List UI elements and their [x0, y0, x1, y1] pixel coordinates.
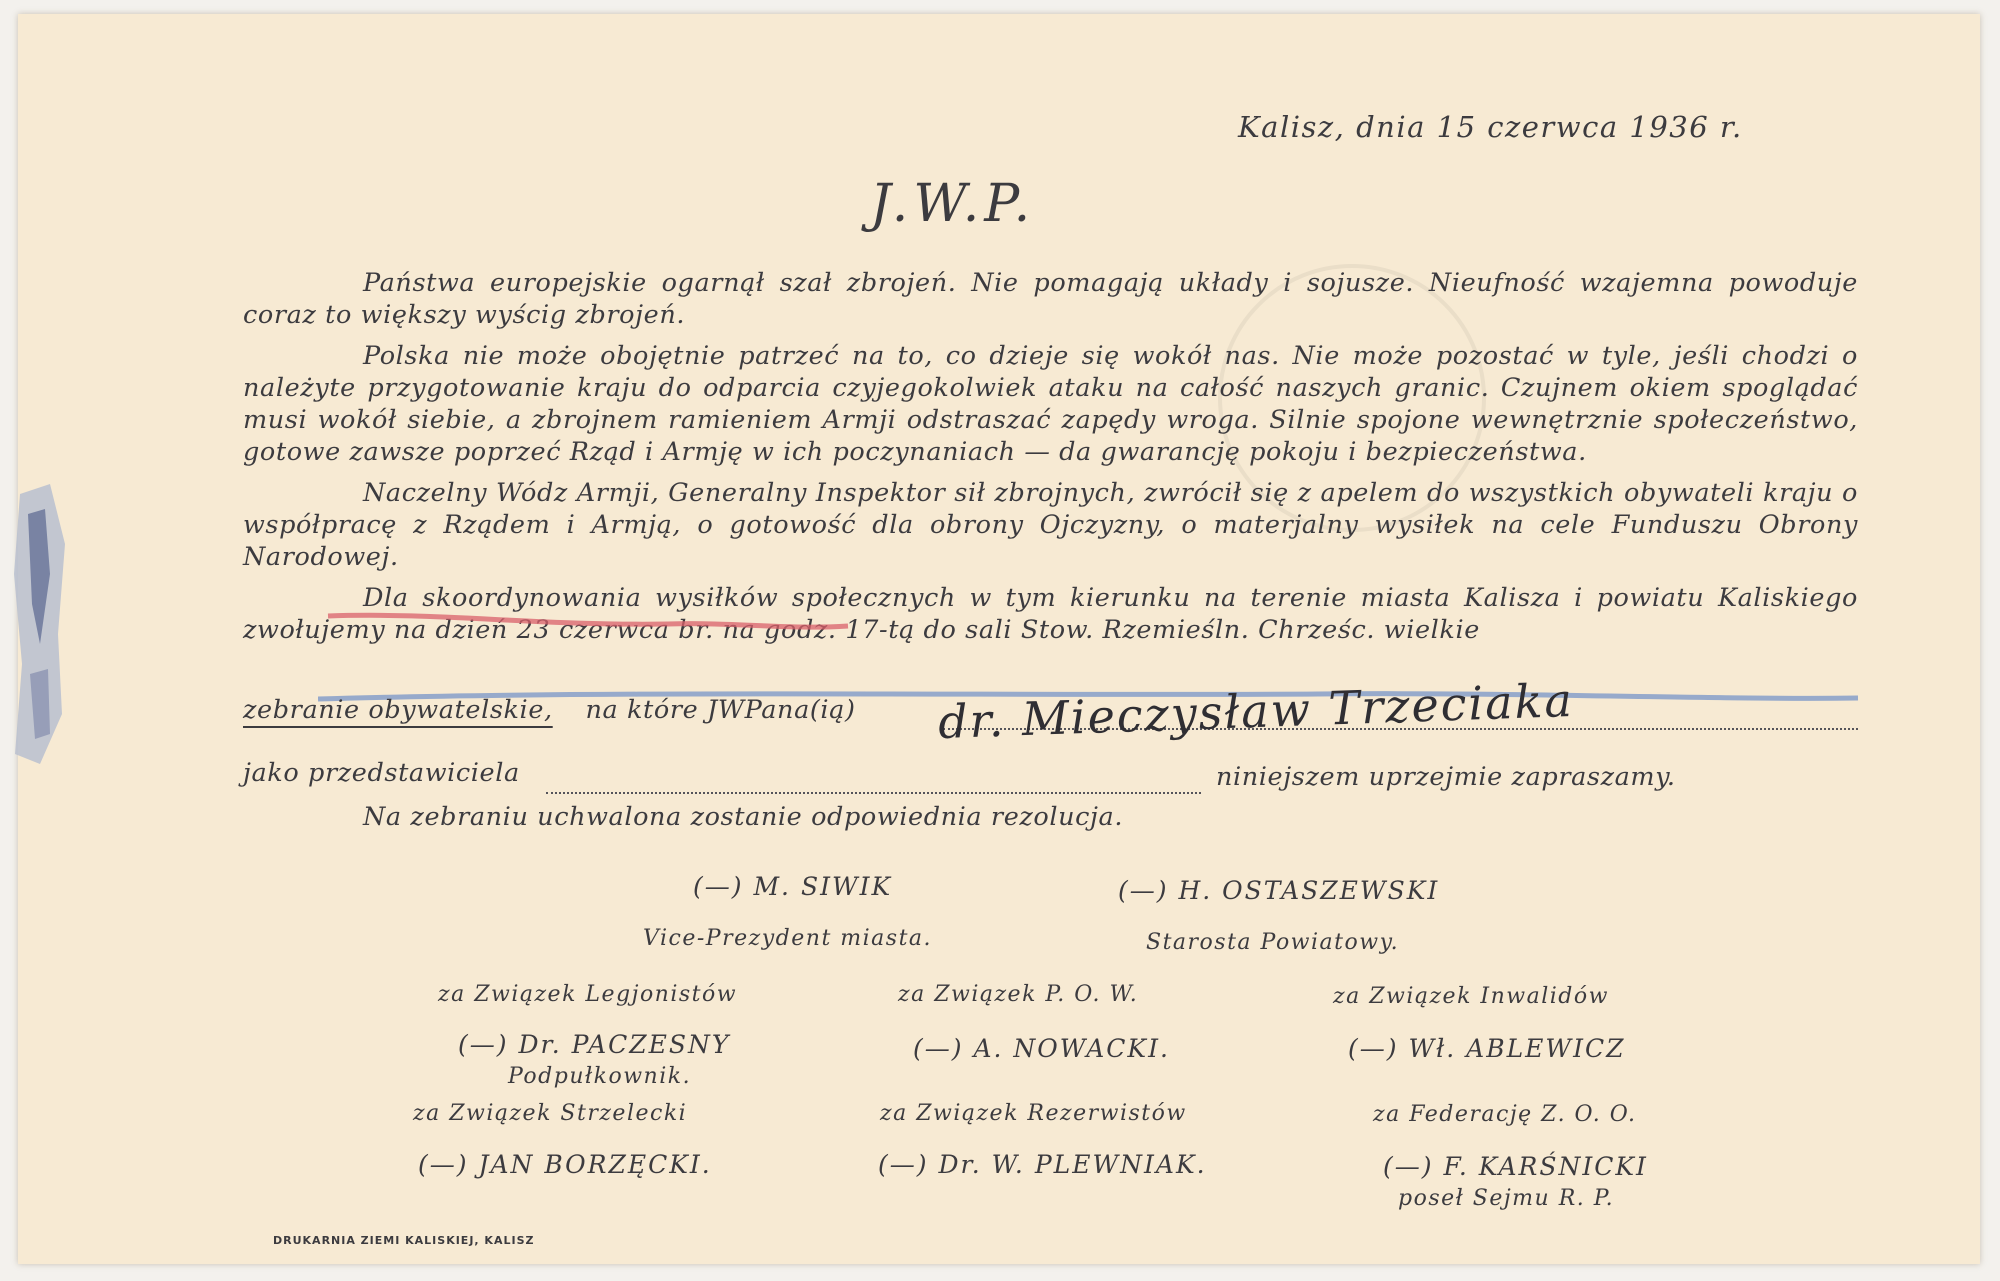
signatory-paczesny: (—) Dr. PACZESNY	[458, 1030, 731, 1059]
meeting-name-underlined: zebranie obywatelskie,	[243, 695, 553, 725]
torn-tape-fragment	[10, 484, 70, 764]
signatory-paczesny-title: Podpułkownik.	[508, 1064, 692, 1089]
signatory-nowacki: (—) A. NOWACKI.	[913, 1034, 1170, 1063]
letter-sheet	[18, 14, 1980, 1264]
handwritten-name: dr. Mieczysław Trzeciaka	[937, 672, 1575, 750]
signatory-plewniak: (—) Dr. W. PLEWNIAK.	[878, 1150, 1207, 1179]
signatory-siwik-title: Vice-Prezydent miasta.	[643, 926, 933, 951]
signatory-siwik: (—) M. SIWIK	[693, 872, 893, 901]
paragraph-commander-appeal: Naczelny Wódz Armji, Generalny Inspektor sił zbrojnych, zwrócił się z apelem do wszystkich obywateli kraju o współpracę z Rządem i Armją, o gotowość dla obrony Ojczyzny, o materjalny wysiłek na cele Funduszu Obrony Narodowej.	[243, 478, 1858, 572]
paragraph-meeting-call: Dla skoordynowania wysiłków społecznych w tym kierunku na terenie miasta Kalisza i powiatu Kaliskiego zwołujemy na dzień 23 czerwca br. na godz. 17-tą do sali Stow. Rzemieśln. Chrześc. wielkie	[243, 583, 1858, 645]
signatory-borzecki: (—) JAN BORZĘCKI.	[418, 1150, 712, 1179]
org-invalids: za Związek Inwalidów	[1333, 984, 1609, 1009]
resolution-line: Na zebraniu uchwalona zostanie odpowiednia rezolucja.	[363, 802, 1124, 832]
signatory-ostaszewski-title: Starosta Powiatowy.	[1146, 930, 1400, 955]
signatory-ablewicz: (—) Wł. ABLEWICZ	[1348, 1034, 1626, 1063]
invite-text: na które JWPana(ią)	[585, 695, 856, 725]
signatory-karsnicki: (—) F. KARŚNICKI	[1383, 1152, 1648, 1181]
signatory-ostaszewski: (—) H. OSTASZEWSKI	[1118, 876, 1440, 905]
org-reservists: za Związek Rezerwistów	[880, 1101, 1187, 1126]
representative-dotted-line	[546, 792, 1201, 794]
org-legionnaires: za Związek Legjonistów	[438, 982, 738, 1007]
org-pow: za Związek P. O. W.	[898, 982, 1139, 1007]
paragraph-arms-race: Państwa europejskie ogarnął szał zbrojeń. Nie pomagają układy i sojusze. Nieufność wzajemna powoduje coraz to większy wyścig zbrojeń.	[243, 268, 1858, 330]
letter-body	[243, 267, 1858, 655]
printer-imprint: DRUKARNIA ZIEMI KALISKIEJ, KALISZ	[273, 1234, 535, 1247]
red-pencil-stroke	[328, 615, 848, 627]
representative-label: jako przedstawiciela	[243, 758, 520, 788]
paragraph-poland: Polska nie może obojętnie patrzeć na to, co dzieje się wokół nas. Nie może pozostać w tyle, jeśli chodzi o należyte przygotowanie kraju do odparcia czyjegokolwiek ataku na całość naszych granic. Czujnem okiem spoglądać musi wokół siebie, a zbrojnem ramieniem Armji odstraszać zapędy wroga. Silnie spojone wewnętrznie społeczeństwo, gotowe zawsze poprzeć Rząd i Armję w ich poczynaniach — da gwarancję pokoju i bezpieczeństwa.	[243, 341, 1858, 467]
signatory-karsnicki-title: poseł Sejmu R. P.	[1398, 1186, 1615, 1211]
invitation-closing: niniejszem uprzejmie zapraszamy.	[1216, 762, 1676, 792]
date-line: Kalisz, dnia 15 czerwca 1936 r.	[1238, 110, 1743, 144]
salutation-heading: J.W.P.	[870, 174, 1036, 234]
org-federation: za Federację Z. O. O.	[1373, 1102, 1637, 1127]
org-riflemen: za Związek Strzelecki	[413, 1101, 688, 1126]
